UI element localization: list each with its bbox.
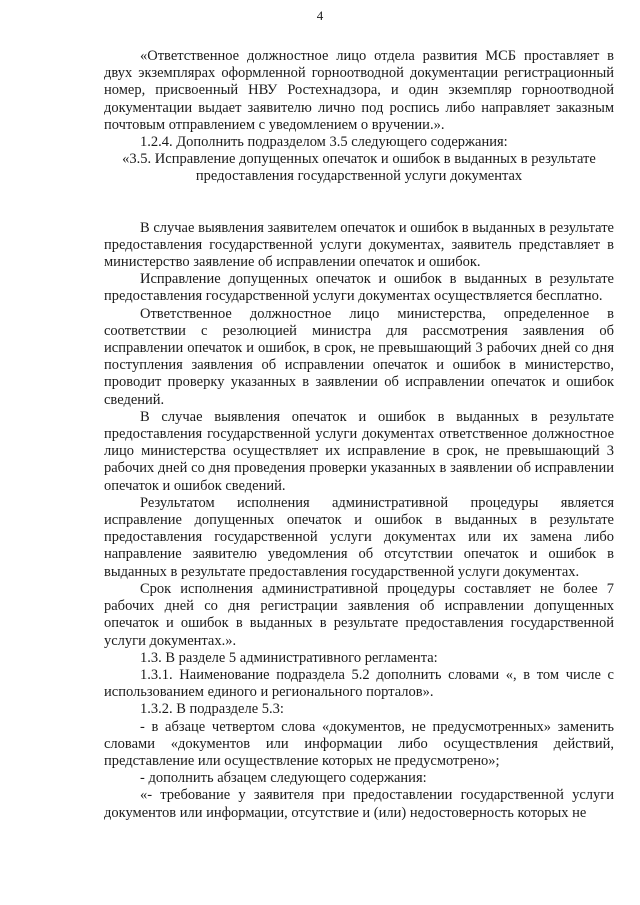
paragraph-free-correction: Исправление допущенных опечаток и ошибок в выданных в результате предоставления государственной услуги документах осуществляется бесплатно. [104,271,614,305]
document-body [104,48,614,822]
section-heading-3-5: «3.5. Исправление допущенных опечаток и ошибок в выданных в результате предоставления государственной услуги документах [122,151,596,185]
page-number: 4 [316,8,324,23]
paragraph-1-3-2: 1.3.2. В подразделе 5.3: [140,701,284,718]
paragraph-1-3: 1.3. В разделе 5 административного регламента: [140,649,438,666]
paragraph-procedure-result: Результатом исполнения административной процедуры является исправление допущенных опечаток и ошибок в выданных в результате предоставления государственной услуги документах или их замена либо направление заявителю уведомления об отсутствии опечаток и ошибок в выданных в результате предоставления государственной услуги документах. [104,494,614,580]
paragraph-procedure-deadline: Срок исполнения административной процедуры составляет не более 7 рабочих дней со дня регистрации заявления об исправлении допущенных опечаток и ошибок в выданных в результате предоставления государственной услуги документах.». [104,580,614,649]
paragraph-1-2-4: 1.2.4. Дополнить подразделом 3.5 следующего содержания: [140,134,508,151]
paragraph-correction-term: В случае выявления опечаток и ошибок в выданных в результате предоставления государственной услуги документах ответственное должностное лицо министерства осуществляет их исправление в срок, не превышающий 3 рабочих дней со дня проведения проверки указанных в заявлении об исправлении опечаток и ошибок сведений. [104,408,614,494]
paragraph-new-requirement: «- требование у заявителя при предоставлении государственной услуги документов или информации, отсутствие и (или) недостоверность которых не [104,787,614,821]
paragraph-add-paragraph: - дополнить абзацем следующего содержания: [140,770,427,787]
paragraph-responsible-official: Ответственное должностное лицо министерства, определенное в соответствии с резолюцией министра для рассмотрения заявления об исправлении опечаток и ошибок, в срок, не превышающий 3 рабочих дней со дня поступления заявления об исправлении опечаток и ошибок в министерство, проводит проверку указанных в заявлении об исправлении опечаток и ошибок сведений. [104,305,614,408]
paragraph-applicant-errors: В случае выявления заявителем опечаток и ошибок в выданных в результате предоставления государственной услуги документах, заявитель представляет в министерство заявление об исправлении опечаток и ошибок. [104,219,614,271]
paragraph-paragraph-four-change: - в абзаце четвертом слова «документов, не предусмотренных» заменить словами «документов или информации либо осуществления действий, представление или осуществление которых не предусмотрено»; [104,718,614,769]
paragraph-msb-registration: «Ответственное должностное лицо отдела развития МСБ проставляет в двух экземплярах оформленной горноотводной документации регистрационный номер, присвоенный НВУ Ростехнадзора, и один экземпляр горноотводной документации выдает заявителю лично под роспись либо направляет заказным почтовым отправлением с уведомлением о вручении.». [104,48,614,133]
paragraph-1-3-1: 1.3.1. Наименование подраздела 5.2 дополнить словами «, в том числе с использованием единого и регионального порталов». [104,666,614,701]
heading-spacer [104,186,614,220]
